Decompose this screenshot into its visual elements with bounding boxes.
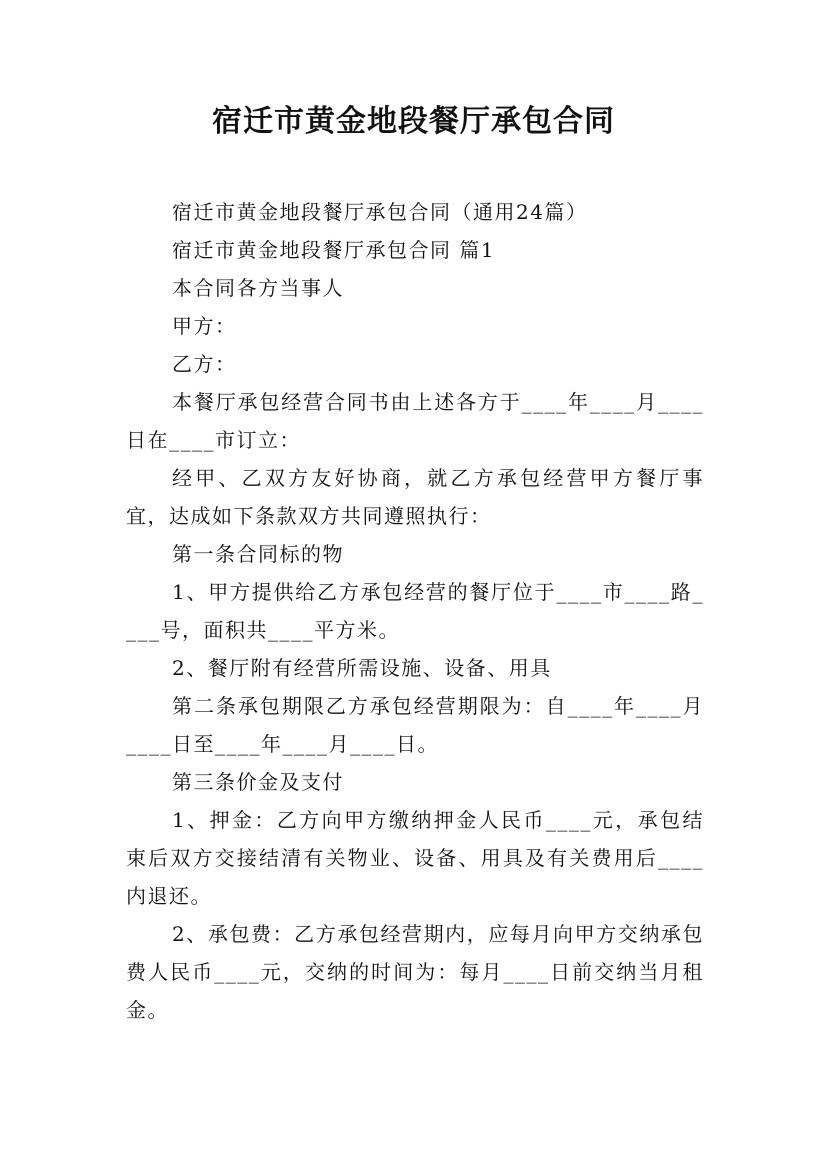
paragraph-article-3: 第三条价金及支付	[172, 770, 344, 794]
paragraph-article-3-item-2: 2、承包费：乙方承包经营期内，应每月向甲方交纳承包费人民币____元，交纳的时间为：每月____日前交纳当月租金。	[126, 922, 704, 1022]
paragraph-party-b: 乙方：	[172, 352, 237, 376]
paragraph-article-1-item-1: 1、甲方提供给乙方承包经营的餐厅位于____市____路____号，面积共____平方米。	[126, 580, 704, 642]
paragraph-agreement: 经甲、乙双方友好协商，就乙方承包经营甲方餐厅事宜，达成如下条款双方共同遵照执行：	[126, 466, 704, 528]
paragraph-section-title: 宿迁市黄金地段餐厅承包合同 篇1	[172, 238, 496, 262]
paragraph-article-1-item-2: 2、餐厅附有经营所需设施、设备、用具	[172, 656, 552, 680]
paragraph-article-3-item-1: 1、押金：乙方向甲方缴纳押金人民币____元，承包结束后双方交接结清有关物业、设备、用具及有关费用后____内退还。	[126, 808, 704, 908]
paragraph-article-1: 第一条合同标的物	[172, 542, 344, 566]
paragraph-heading: 宿迁市黄金地段餐厅承包合同（通用24篇）	[172, 200, 588, 224]
document-title: 宿迁市黄金地段餐厅承包合同	[212, 104, 615, 139]
paragraph-party-a: 甲方：	[172, 314, 237, 338]
paragraph-signing: 本餐厅承包经营合同书由上述各方于____年____月____日在____市订立：	[126, 390, 704, 452]
paragraph-article-2: 第二条承包期限乙方承包经营期限为：自____年____月____日至____年____月____日。	[126, 694, 704, 756]
paragraph-parties: 本合同各方当事人	[172, 276, 344, 300]
document-body	[126, 193, 704, 1029]
